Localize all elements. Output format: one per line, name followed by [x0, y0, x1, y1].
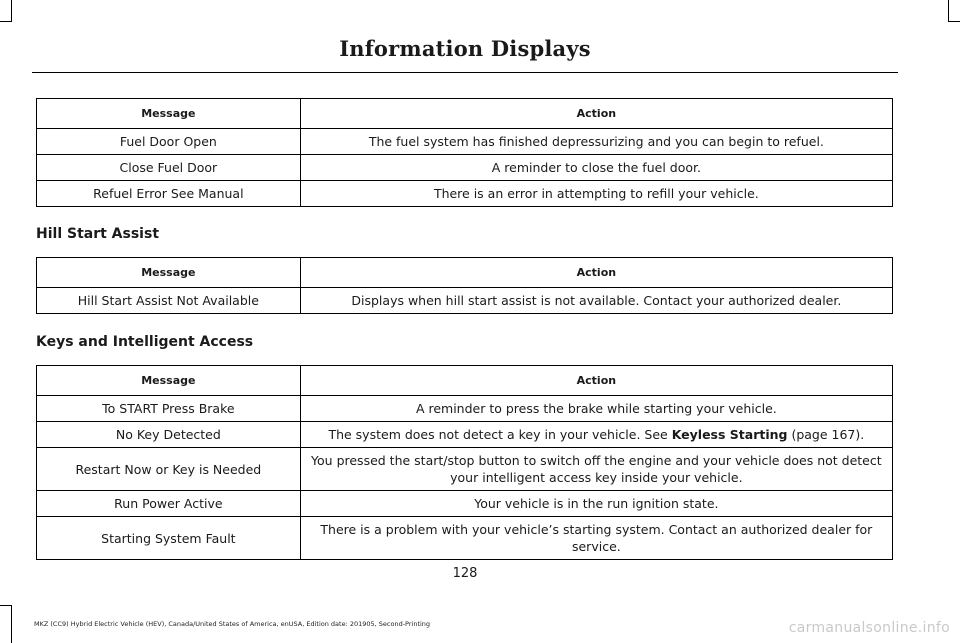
column-header-message: Message: [37, 258, 301, 288]
column-header-message: Message: [37, 99, 301, 129]
message-cell: To START Press Brake: [37, 396, 301, 422]
message-cell: Hill Start Assist Not Available: [37, 288, 301, 314]
message-cell: Restart Now or Key is Needed: [37, 448, 301, 491]
crop-mark-top-right-vertical: [948, 0, 949, 22]
message-cell: Starting System Fault: [37, 517, 301, 560]
table-row: [37, 448, 893, 491]
message-cell: Close Fuel Door: [37, 155, 301, 181]
table-header-row: [37, 258, 893, 288]
table-row: [37, 181, 893, 207]
crop-mark-bottom-left-horizontal: [0, 605, 12, 606]
watermark: carmanualsonline.info: [788, 620, 950, 636]
crop-mark-top-left-horizontal: [0, 21, 12, 22]
column-header-message: Message: [37, 366, 301, 396]
action-cell: A reminder to press the brake while starting your vehicle.: [300, 396, 892, 422]
crop-mark-top-right-horizontal: [948, 21, 960, 22]
section-heading-hill-start-assist: Hill Start Assist: [36, 226, 160, 242]
table-row: [37, 491, 893, 517]
action-cell: You pressed the start/stop button to switch off the engine and your vehicle does not detect your intelligent access key inside your vehicle.: [300, 448, 892, 491]
keys-intelligent-access-table: [36, 365, 893, 560]
crop-mark-top-left-vertical: [11, 0, 12, 22]
page-reference: (page 167).: [787, 427, 865, 442]
table-header-row: [37, 99, 893, 129]
action-cell: Displays when hill start assist is not available. Contact your authorized dealer.: [300, 288, 892, 314]
crop-mark-bottom-left-vertical: [11, 605, 12, 643]
fuel-messages-table: [36, 98, 893, 207]
message-cell: Run Power Active: [37, 491, 301, 517]
message-cell: Fuel Door Open: [37, 129, 301, 155]
action-cell: The fuel system has finished depressurizing and you can begin to refuel.: [300, 129, 892, 155]
table-row: [37, 517, 893, 560]
message-cell: Refuel Error See Manual: [37, 181, 301, 207]
action-cell: [300, 422, 892, 448]
message-cell: No Key Detected: [37, 422, 301, 448]
column-header-action: Action: [300, 258, 892, 288]
section-heading-keys-intelligent-access: Keys and Intelligent Access: [36, 334, 254, 350]
table-header-row: [37, 366, 893, 396]
title-divider: [32, 72, 898, 73]
action-cell: Your vehicle is in the run ignition state.: [300, 491, 892, 517]
column-header-action: Action: [300, 366, 892, 396]
table-row: [37, 129, 893, 155]
page-number: 128: [452, 566, 478, 581]
table-row: [37, 396, 893, 422]
cross-reference-keyless-starting[interactable]: Keyless Starting: [671, 427, 788, 442]
edition-footer: MKZ (CC9) Hybrid Electric Vehicle (HEV), Canada/United States of America, enUSA, Edition date: 201905, Second-Printing: [34, 620, 431, 628]
table-row: [37, 422, 893, 448]
action-cell: There is an error in attempting to refill your vehicle.: [300, 181, 892, 207]
column-header-action: Action: [300, 99, 892, 129]
action-cell: A reminder to close the fuel door.: [300, 155, 892, 181]
action-cell: There is a problem with your vehicle’s starting system. Contact an authorized dealer for service.: [300, 517, 892, 560]
table-row: [37, 155, 893, 181]
action-text: The system does not detect a key in your vehicle. See: [328, 427, 672, 442]
table-row: [37, 288, 893, 314]
hill-start-assist-table: [36, 257, 893, 314]
page-title: Information Displays: [339, 36, 591, 61]
